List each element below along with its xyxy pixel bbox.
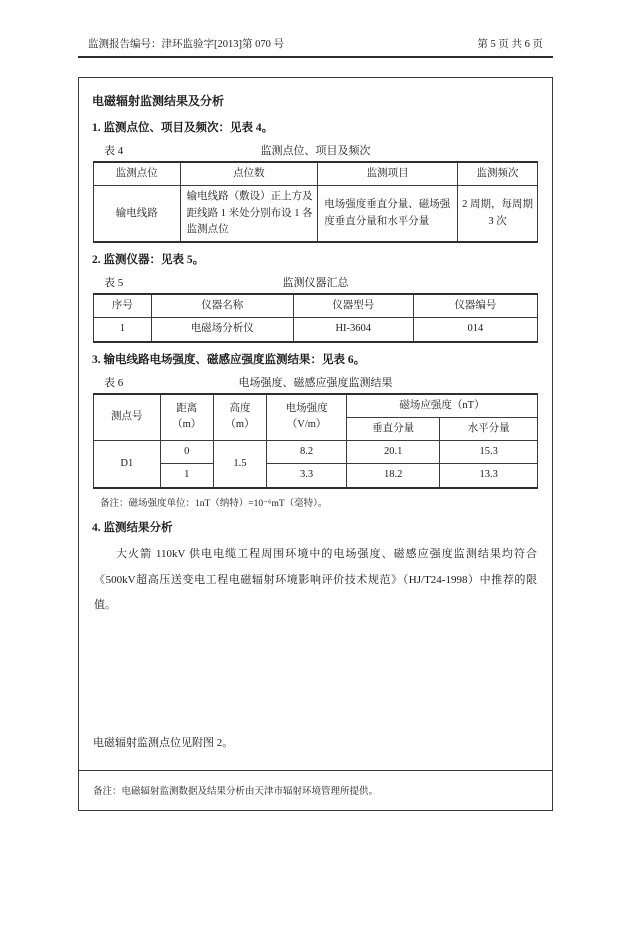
table5-cell-model: HI-3604 xyxy=(293,318,413,342)
table4-header-row xyxy=(94,162,538,186)
table6-note: 备注：磁场强度单位：1nT（纳特）=10⁻⁶mT（毫特）。 xyxy=(100,498,328,509)
table6-header-efield: 电场强度（V/m） xyxy=(267,394,347,441)
table5-header-index: 序号 xyxy=(94,294,152,318)
table5-header-serial: 仪器编号 xyxy=(413,294,537,318)
table6-cell-horizontal-2: 13.3 xyxy=(440,464,538,488)
table6-cell-efield-1: 8.2 xyxy=(267,441,347,464)
table5-header-model: 仪器型号 xyxy=(293,294,413,318)
table4-monitoring-points xyxy=(93,161,538,243)
page-header xyxy=(80,36,551,51)
section4-heading: 4. 监测结果分析 xyxy=(92,521,173,534)
table5-instruments xyxy=(93,293,538,343)
document-title: 电磁辐射监测结果及分析 xyxy=(92,94,225,108)
table6-header-distance-label: 距离 xyxy=(176,403,198,415)
table4-header-item: 监测项目 xyxy=(318,162,458,186)
table6-label: 表 6 xyxy=(104,376,124,389)
table4-cell-item: 电场强度垂直分量、磁场强度垂直分量和水平分量 xyxy=(318,186,458,242)
table6-header-height-unit: （m） xyxy=(225,419,255,431)
table6-cell-distance-2: 1 xyxy=(160,464,213,488)
section1-heading: 1. 监测点位、项目及频次：见表 4。 xyxy=(92,122,274,134)
table4-label: 表 4 xyxy=(104,145,124,157)
table6-cell-vertical-2: 18.2 xyxy=(347,464,440,488)
table6-cell-point: D1 xyxy=(94,441,161,488)
table4-cell-frequency: 2 周期，每周期 3 次 xyxy=(458,186,538,242)
content-frame xyxy=(78,77,553,811)
table6-data-row-2 xyxy=(94,464,538,488)
table5-cell-index: 1 xyxy=(94,318,152,342)
table6-cell-height: 1.5 xyxy=(213,441,266,488)
table6-header-height xyxy=(213,394,266,441)
figure-reference-note: 电磁辐射监测点位见附图 2。 xyxy=(93,737,234,749)
page-number: 第 5 页 共 6 页 xyxy=(477,39,543,50)
table5-label: 表 5 xyxy=(104,277,124,290)
table6-cell-horizontal-1: 15.3 xyxy=(440,441,538,464)
table4-title: 监测点位、项目及频次 xyxy=(260,145,371,157)
footer-separator xyxy=(79,770,552,771)
table5-cell-name: 电磁场分析仪 xyxy=(151,318,293,342)
table4-caption xyxy=(96,142,535,158)
table6-title: 电场强度、磁感应强度监测结果 xyxy=(238,376,393,389)
table4-data-row xyxy=(94,186,538,242)
section2-heading: 2. 监测仪器：见表 5。 xyxy=(92,254,205,267)
footer-remark: 备注：电磁辐射监测数据及结果分析由天津市辐射环境管理所提供。 xyxy=(93,787,379,797)
table5-cell-serial: 014 xyxy=(413,318,537,342)
table6-cell-vertical-1: 20.1 xyxy=(347,441,440,464)
analysis-paragraph: 大火箭 110kV 供电电缆工程周围环境中的电场强度、磁感应强度监测结果均符合《500kV超高压送变电工程电磁辐射环境影响评价技术规范》（HJ/T24-1998）中推荐的限值。 xyxy=(94,547,537,612)
table6-header-distance-unit: （m） xyxy=(172,419,202,431)
table6-data-row-1 xyxy=(94,441,538,464)
header-rule xyxy=(78,56,553,58)
table6-header-point: 测点号 xyxy=(94,394,161,441)
section3-heading: 3. 输电线路电场强度、磁感应强度监测结果：见表 6。 xyxy=(92,353,366,366)
table4-cell-point: 输电线路 xyxy=(94,186,181,242)
table4-header-count: 点位数 xyxy=(180,162,318,186)
table6-cell-efield-2: 3.3 xyxy=(267,464,347,488)
table6-caption xyxy=(96,374,535,390)
table6-results xyxy=(93,393,538,489)
table6-cell-distance-1: 0 xyxy=(160,441,213,464)
table5-header-name: 仪器名称 xyxy=(151,294,293,318)
table5-title: 监测仪器汇总 xyxy=(282,277,349,290)
table6-header-horizontal: 水平分量 xyxy=(440,417,538,440)
table6-header-mfield: 磁场应强度（nT） xyxy=(347,394,538,418)
table4-header-point: 监测点位 xyxy=(94,162,181,186)
table6-header-distance xyxy=(160,394,213,441)
table5-data-row xyxy=(94,318,538,342)
table4-header-frequency: 监测频次 xyxy=(458,162,538,186)
table6-header-vertical: 垂直分量 xyxy=(347,417,440,440)
table5-header-row xyxy=(94,294,538,318)
table6-header-row1 xyxy=(94,394,538,418)
table5-caption xyxy=(96,274,535,290)
report-number: 监测报告编号：津环监验字[2013]第 070 号 xyxy=(88,39,284,50)
table6-header-height-label: 高度 xyxy=(229,403,251,415)
table4-cell-count: 输电线路（敷设）正上方及距线路 1 米处分别布设 1 各监测点位 xyxy=(180,186,318,242)
